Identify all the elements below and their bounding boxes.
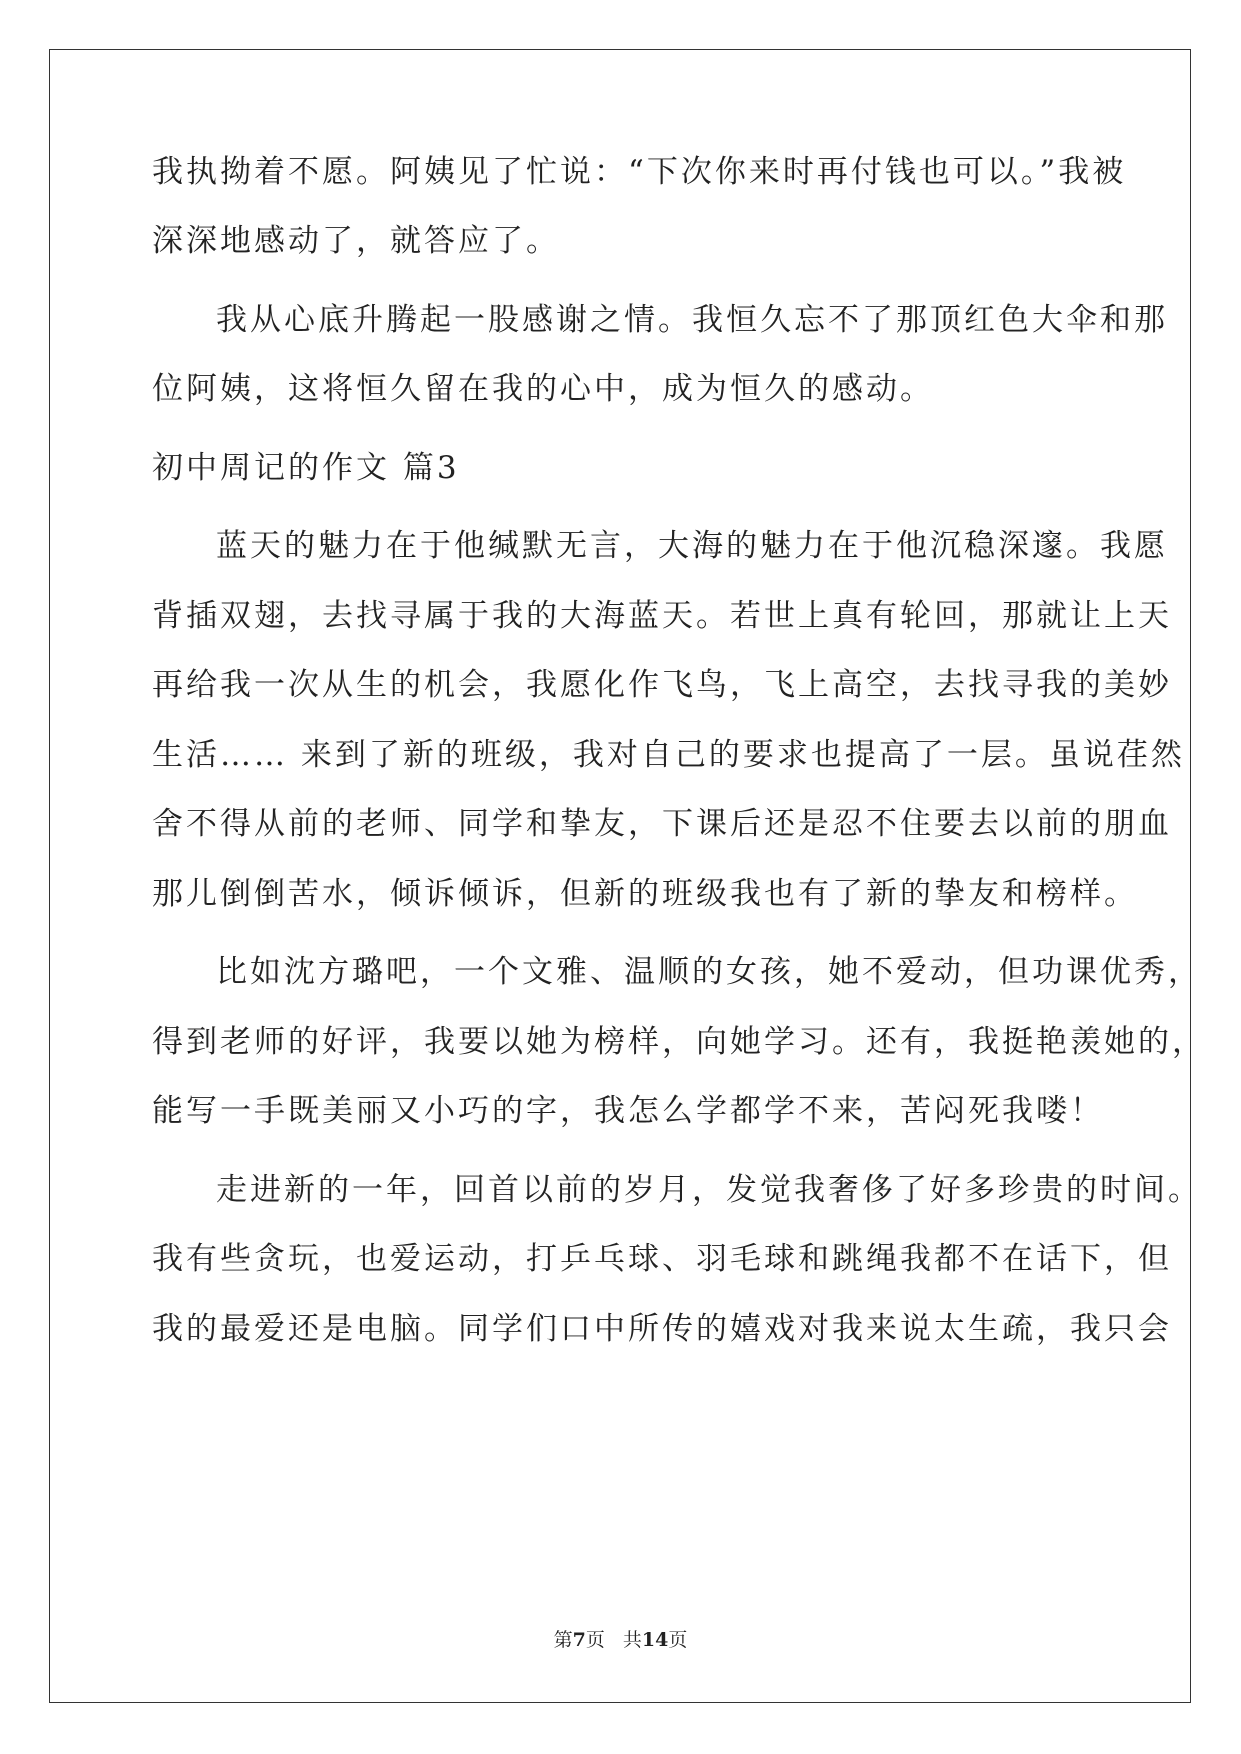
text-line: 深深地感动了，就答应了。 [152,223,560,259]
total-unit: 页 [668,1629,688,1651]
text-line: 我执拗着不愿。阿姨见了忙说：“下次你来时再付钱也可以。”我被 [152,154,1127,190]
text-line: 我从心底升腾起一股感谢之情。我恒久忘不了那顶红色大伞和那 [216,302,1168,338]
page-total: 14 [641,1629,669,1651]
section-heading: 初中周记的作文 篇3 [152,450,460,486]
page-footer [0,1628,1241,1652]
text-line: 我有些贪玩，也爱运动，打乒乓球、羽毛球和跳绳我都不在话下，但 [152,1241,1172,1277]
text-line: 我的最爱还是电脑。同学们口中所传的嬉戏对我来说太生疏，我只会 [152,1311,1172,1347]
text-line: 背插双翅，去找寻属于我的大海蓝天。若世上真有轮回，那就让上天 [152,598,1172,634]
text-line: 位阿姨，这将恒久留在我的心中，成为恒久的感动。 [152,371,934,407]
text-line: 走进新的一年，回首以前的岁月，发觉我奢侈了好多珍贵的时间。 [216,1172,1202,1208]
page-prefix: 第 [553,1629,573,1651]
text-line: 蓝天的魅力在于他缄默无言，大海的魅力在于他沉稳深邃。我愿 [216,528,1168,564]
text-line: 能写一手既美丽又小巧的字，我怎么学都学不来，苦闷死我喽！ [152,1093,1104,1129]
text-line: 再给我一次从生的机会，我愿化作飞鸟，飞上高空，去找寻我的美妙 [152,667,1172,703]
text-line: 得到老师的好评，我要以她为榜样，向她学习。还有，我挺艳羡她的， [152,1024,1206,1060]
text-line: 那儿倒倒苦水，倾诉倾诉，但新的班级我也有了新的挚友和榜样。 [152,876,1138,912]
page-unit: 页 [585,1629,605,1651]
text-line: 舍不得从前的老师、同学和挚友，下课后还是忍不住要去以前的朋血 [152,806,1172,842]
total-prefix: 共 [622,1629,642,1651]
page-current: 7 [572,1629,586,1651]
text-line: 生活…… 来到了新的班级，我对自己的要求也提高了一层。虽说荏然 [152,737,1185,773]
text-line: 比如沈方璐吧，一个文雅、温顺的女孩，她不爱动，但功课优秀， [216,954,1202,990]
